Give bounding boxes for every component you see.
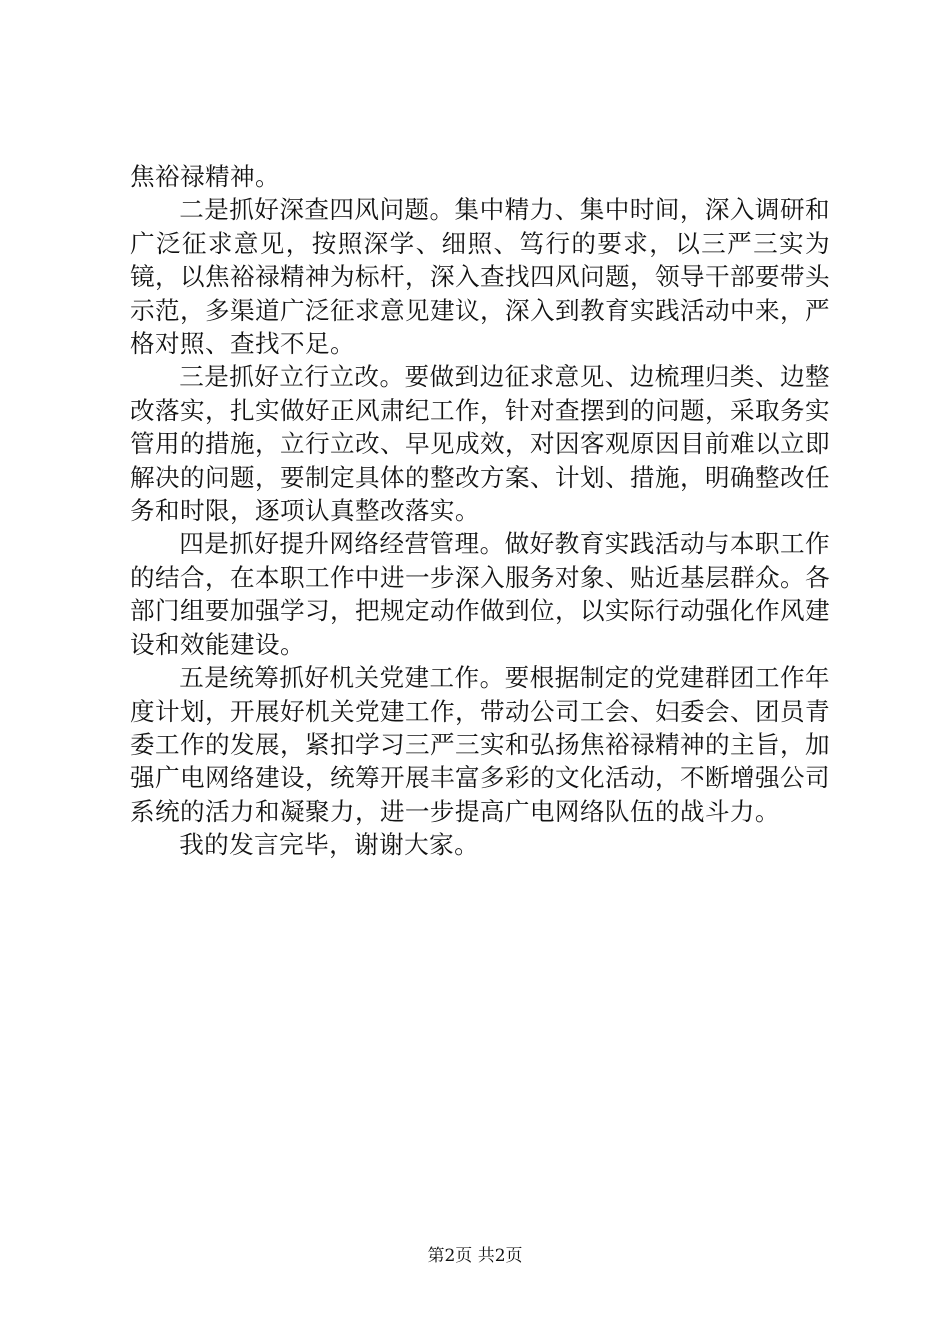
paragraph-continuation: 焦裕禄精神。 [130, 162, 280, 191]
page-footer [0, 1244, 950, 1268]
paragraph-point-four: 四是抓好提升网络经营管理。做好教育实践活动与本职工作的结合，在本职工作中进一步深入服务对象、贴近基层群众。各部门组要加强学习，把规定动作做到位，以实际行动强化作风建设和效能建设。 [130, 529, 830, 659]
paragraph-point-three: 三是抓好立行立改。要做到边征求意见、边梳理归类、边整改落实，扎实做好正风肃纪工作，针对查摆到的问题，采取务实管用的措施，立行立改、早见成效，对因客观原因目前难以立即解决的问题，要制定具体的整改方案、计划、措施，明确整改任务和时限，逐项认真整改落实。 [130, 362, 830, 526]
paragraph-closing: 我的发言完毕，谢谢大家。 [179, 830, 480, 860]
paragraph-point-five: 五是统筹抓好机关党建工作。要根据制定的党建群团工作年度计划，开展好机关党建工作，带动公司工会、妇委会、团员青委工作的发展，紧扣学习三严三实和弘扬焦裕禄精神的主旨，加强广电网络建设，统筹开展丰富多彩的文化活动，不断增强公司系统的活力和凝聚力，进一步提高广电网络队伍的战斗力。 [130, 663, 830, 826]
document-body [130, 160, 830, 862]
paragraph-point-two: 二是抓好深查四风问题。集中精力、集中时间，深入调研和广泛征求意见，按照深学、细照、笃行的要求，以三严三实为镜，以焦裕禄精神为标杆，深入查找四风问题，领导干部要带头示范，多渠道广泛征求意见建议，深入到教育实践活动中来，严格对照、查找不足。 [130, 195, 830, 359]
page-number-label: 第2页 共2页 [427, 1246, 523, 1266]
